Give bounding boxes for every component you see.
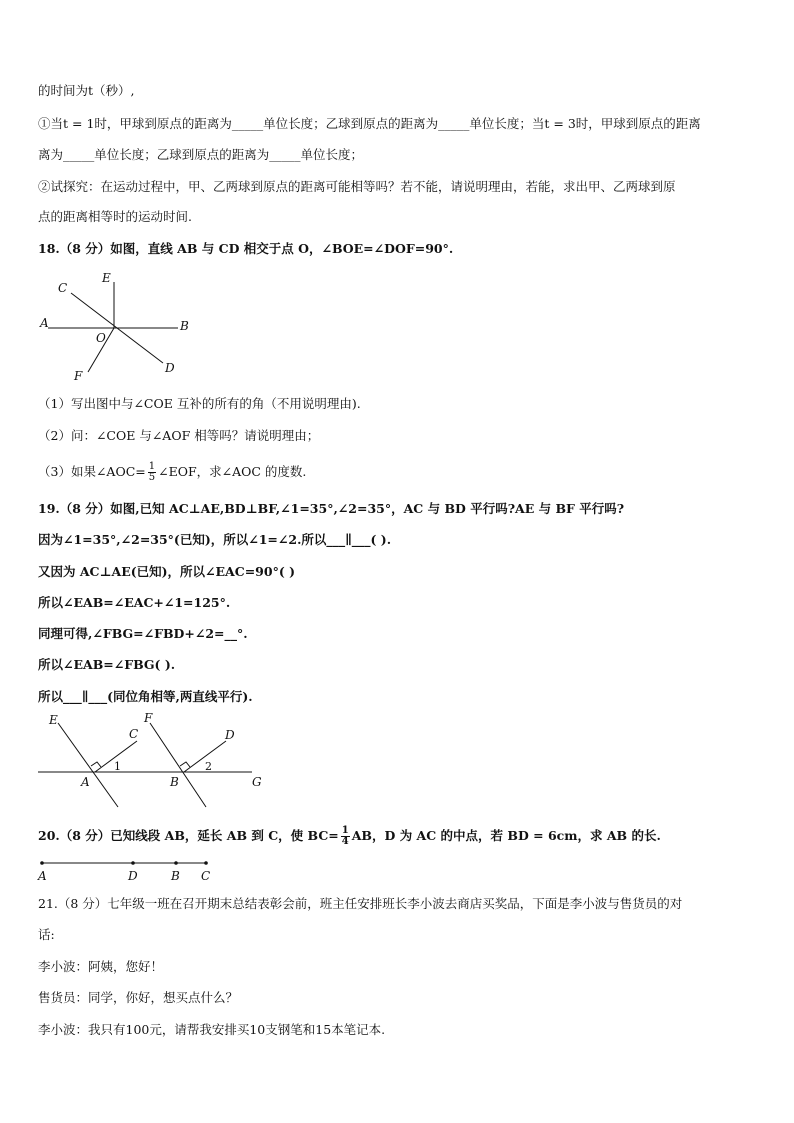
q18-figure bbox=[38, 268, 208, 384]
q18-part-2: （2）问：∠COE 与∠AOF 相等吗？请说明理由； bbox=[38, 428, 320, 443]
line-fb bbox=[150, 723, 206, 807]
q21-line-4: 售货员：同学，你好，想买点什么？ bbox=[38, 990, 239, 1005]
label-f: F bbox=[74, 369, 83, 383]
q17-line-3: 离为_____单位长度；乙球到原点的距离为_____单位长度； bbox=[38, 147, 364, 162]
q17-line-4: ②试探究：在运动过程中，甲、乙两球到原点的距离可能相等吗？若不能，请说明理由，若能，求出甲、乙两球到原 bbox=[38, 179, 676, 194]
q19-step-2: 又因为 AC⊥AE(已知)，所以∠EAC=90°( ) bbox=[38, 564, 296, 579]
q19-step-6: 所以___∥___(同位角相等,两直线平行). bbox=[38, 689, 253, 704]
label-e: E bbox=[49, 713, 58, 727]
fraction-one-fifth: $\frac{1}{5}$ bbox=[148, 461, 156, 483]
q17-line-1: 的时间为t（秒）, bbox=[38, 83, 135, 98]
point-c bbox=[204, 861, 208, 865]
q19-title: 19.（8 分）如图,已知 AC⊥AE,BD⊥BF,∠1=35°,∠2=35°，AC 与 BD 平行吗?AE 与 BF 平行吗? bbox=[38, 501, 625, 516]
right-angle-b bbox=[180, 762, 190, 767]
q19-step-3: 所以∠EAB=∠EAC+∠1=125°. bbox=[38, 595, 231, 610]
q18-part-1: （1）写出图中与∠COE 互补的所有的角（不用说明理由). bbox=[38, 396, 361, 411]
right-angle-a bbox=[91, 762, 101, 767]
label-c: C bbox=[201, 869, 211, 882]
q20-post: AB，D 为 AC 的中点，若 BD = 6cm，求 AB 的长. bbox=[351, 828, 661, 843]
label-a: A bbox=[40, 316, 49, 330]
label-angle-1: 1 bbox=[114, 760, 121, 773]
q17-line-5: 点的距离相等时的运动时间. bbox=[38, 209, 192, 224]
q19-step-4: 同理可得,∠FBG=∠FBD+∠2=__°. bbox=[38, 626, 248, 641]
q18-part-3 bbox=[38, 462, 306, 483]
label-a: A bbox=[38, 869, 47, 882]
q18-title: 18.（8 分）如图，直线 AB 与 CD 相交于点 O，∠BOE=∠DOF=90°. bbox=[38, 241, 454, 256]
q20-pre: 20.（8 分）已知线段 AB，延长 AB 到 C，使 BC= bbox=[38, 828, 339, 843]
label-d: D bbox=[128, 869, 138, 882]
label-g: G bbox=[252, 775, 262, 789]
q19-step-1: 因为∠1=35°,∠2=35°(已知)，所以∠1=∠2.所以___∥___( ). bbox=[38, 532, 392, 547]
q19-figure bbox=[36, 712, 272, 812]
label-a: A bbox=[81, 775, 90, 789]
q17-line-2: ①当t = 1时，甲球到原点的距离为_____单位长度；乙球到原点的距离为_____单位长度；当t = 3时，甲球到原点的距离 bbox=[38, 116, 701, 131]
q19-step-5: 所以∠EAB=∠FBG( ). bbox=[38, 657, 176, 672]
label-d: D bbox=[225, 728, 235, 742]
point-b bbox=[174, 861, 178, 865]
q20-text bbox=[38, 826, 661, 847]
point-d bbox=[131, 861, 135, 865]
q21-line-2: 话: bbox=[38, 927, 55, 942]
label-b: B bbox=[170, 775, 179, 789]
label-b: B bbox=[180, 319, 189, 333]
label-c: C bbox=[129, 727, 139, 741]
label-c: C bbox=[58, 281, 68, 295]
label-e: E bbox=[102, 271, 111, 285]
line-ea bbox=[58, 723, 118, 807]
fraction-one-quarter: $\frac{1}{4}$ bbox=[341, 825, 349, 847]
label-b: B bbox=[171, 869, 180, 882]
q18-part-3-pre: （3）如果∠AOC= bbox=[38, 464, 146, 479]
label-f: F bbox=[144, 712, 153, 725]
q21-line-3: 李小波：阿姨，您好！ bbox=[38, 959, 164, 974]
q21-line-5: 李小波：我只有100元，请帮我安排买10支钢笔和15本笔记本. bbox=[38, 1022, 386, 1037]
label-o: O bbox=[96, 331, 106, 345]
point-a bbox=[40, 861, 44, 865]
q18-part-3-post: ∠EOF，求∠AOC 的度数. bbox=[158, 464, 307, 479]
label-d: D bbox=[165, 361, 175, 375]
label-angle-2: 2 bbox=[205, 760, 212, 773]
q21-line-1: 21.（8 分）七年级一班在召开期末总结表彰会前，班主任安排班长李小波去商店买奖品，下面是李小波与售货员的对 bbox=[38, 896, 683, 911]
q20-figure bbox=[36, 856, 216, 882]
